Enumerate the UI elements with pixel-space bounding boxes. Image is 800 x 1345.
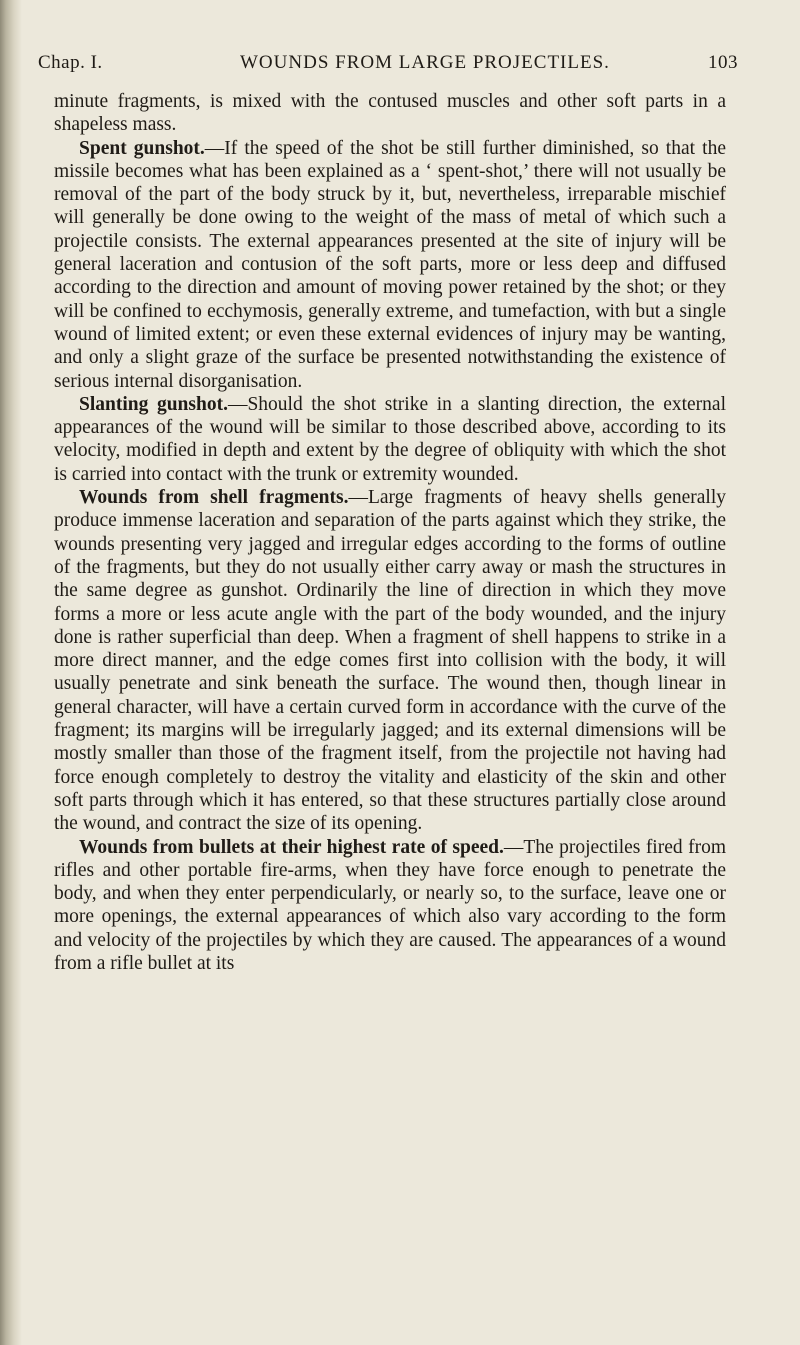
paragraph-shell-fragments — [54, 486, 726, 835]
paragraph-heading: Wounds from bullets at their highest rate of speed. — [79, 836, 504, 858]
paragraph-spent-gunshot — [54, 137, 726, 393]
page-number: 103 — [708, 52, 738, 73]
paragraph-continuation — [54, 90, 726, 137]
paragraph-text: —Should the shot strike in a slanting direction, the external appearances of the wound will be similar to those described above, according to its velocity, modified in depth and extent by the degree of obliquity with which the shot is carried into contact with the trunk or extremity wounded. — [54, 393, 726, 485]
chapter-label: Chap. I. — [38, 52, 103, 73]
paragraph-text: —If the speed of the shot be still further diminished, so that the missile becomes what has been explained as a ‘ spent-shot,’ there will not usually be removal of the part of the body struck by it, but, nevertheless, irreparable mischief will generally be done owing to the weight of the mass of metal of which such a projectile consists. The external appearances presented at the site of injury will be general laceration and contusion of the soft parts, more or less deep and diffused according to the direction and amount of moving power retained by the shot; or they will be confined to ecchymosis, generally extreme, and tumefaction, with but a single wound of limited extent; or even these external evidences of injury may be wanting, and only a slight graze of the surface be presented notwithstanding the existence of serious internal disorganisation. — [54, 137, 726, 392]
paragraph-text: minute fragments, is mixed with the contused muscles and other soft parts in a shapeless mass. — [54, 91, 726, 136]
paragraph-heading: Wounds from shell fragments. — [79, 487, 349, 509]
paragraph-bullets-highest-speed — [54, 836, 726, 976]
body-text — [54, 90, 726, 975]
paragraph-heading: Spent gunshot. — [79, 137, 205, 159]
paragraph-text: —Large fragments of heavy shells generally produce immense laceration and separation of the parts against which they strike, the wounds presenting very jagged and irregular edges according to the forms of outline of the fragments, but they do not usually either carry away or mash the structures in the same degree as gunshot. Ordinarily the line of direction in which they move forms a more or less acute angle with the part of the body wounded, and the injury done is rather superficial than deep. When a fragment of shell happens to strike in a more direct manner, and the edge comes first into collision with the body, it will usually penetrate and sink beneath the surface. The wound then, though linear in general character, will have a certain curved form in accordance with the curve of the fragment; its margins will be irregularly jagged; and its external dimensions will be mostly smaller than those of the fragment itself, from the projectile not having had force enough completely to destroy the vitality and elasticity of the skin and other soft parts through which it has entered, so that these structures partially close around the wound, and contract the size of its opening. — [54, 487, 726, 835]
running-title: WOUNDS FROM LARGE PROJECTILES. — [240, 52, 610, 73]
paragraph-heading: Slanting gunshot. — [79, 393, 228, 415]
paragraph-text: —The projectiles fired from rifles and other portable fire-arms, when they have force enough to penetrate the body, and when they enter perpendicularly, or nearly so, to the surface, leave one or more openings, the external appearances of which also vary according to the form and velocity of the projectiles by which they are caused. The appearances of a wound from a rifle bullet at its — [54, 836, 726, 974]
paragraph-slanting-gunshot — [54, 393, 726, 486]
running-header — [38, 52, 738, 82]
